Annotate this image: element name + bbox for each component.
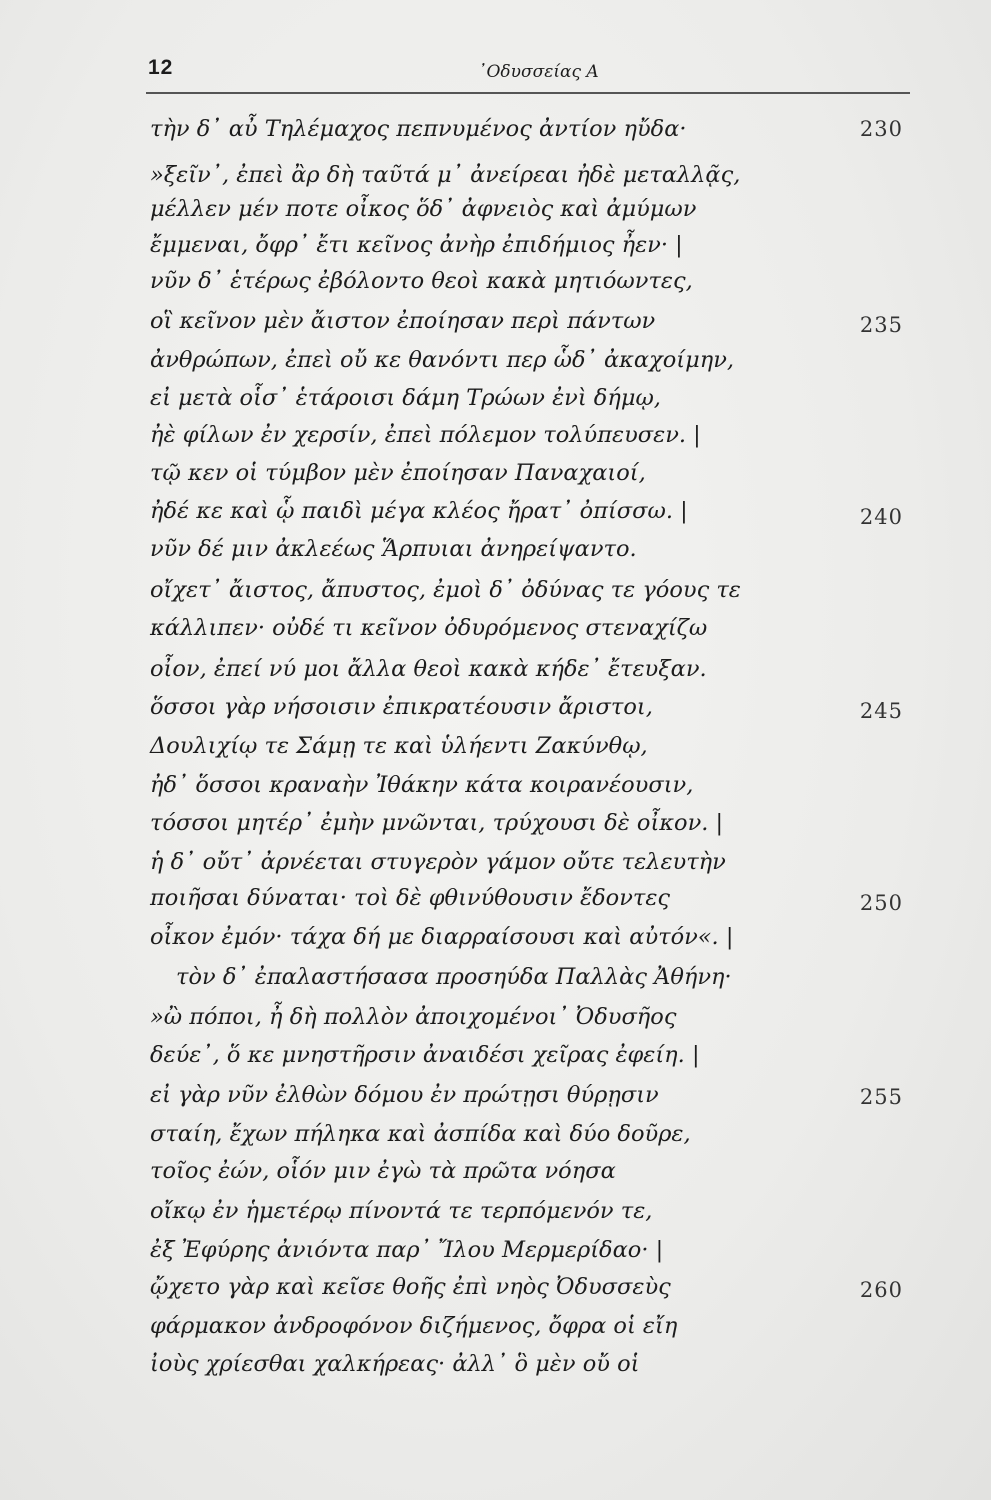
verse-line: οἶον, ἐπεί νύ μοι ἄλλα θεοὶ κακὰ κήδε᾿ ἔτευξαν. — [150, 656, 707, 682]
line-number: 245 — [859, 699, 903, 723]
verse-line: οἴχετ᾿ ἄιστος, ἄπυστος, ἐμοὶ δ᾿ ὀδύνας τε γόους τε — [150, 577, 741, 603]
verse-line: τόσσοι μητέρ᾿ ἐμὴν μνῶνται, τρύχουσι δὲ οἶκον. | — [150, 810, 724, 836]
verse-line: ἠδέ κε καὶ ᾧ παιδὶ μέγα κλέος ἤρατ᾿ ὀπίσσω. | — [150, 498, 688, 524]
line-number: 240 — [859, 505, 903, 529]
verse-line: τῷ κεν οἱ τύμβον μὲν ἐποίησαν Παναχαιοί, — [150, 460, 646, 486]
verse-line: ἐξ Ἐφύρης ἀνιόντα παρ᾿ Ἴλου Μερμερίδαο· | — [150, 1237, 664, 1263]
line-number: 230 — [859, 117, 903, 141]
verse-line: μέλλεν μέν ποτε οἶκος ὅδ᾿ ἀφνειὸς καὶ ἀμύμων — [150, 196, 697, 222]
page-number: 12 — [148, 56, 174, 79]
verse-line: »ὢ πόποι, ἦ δὴ πολλὸν ἀποιχομένοι᾿ Ὀδυσῆος — [150, 1004, 677, 1030]
verse-line: δεύε᾿, ὅ κε μνηστῆρσιν ἀναιδέσι χεῖρας ἐφείη. | — [150, 1042, 700, 1068]
verse-line: ἀνθρώπων, ἐπεὶ οὔ κε θανόντι περ ὧδ᾿ ἀκαχοίμην, — [150, 347, 735, 373]
verse-line: κάλλιπεν· οὐδέ τι κεῖνον ὀδυρόμενος στεναχίζω — [150, 615, 708, 641]
verse-line: φάρμακον ἀνδροφόνον διζήμενος, ὄφρα οἱ εἴη — [150, 1313, 678, 1339]
verse-line: ἰοὺς χρίεσθαι χαλκήρεας· ἀλλ᾿ ὃ μὲν οὔ οἱ — [150, 1351, 640, 1377]
verse-line: ἠὲ φίλων ἐν χερσίν, ἐπεὶ πόλεμον τολύπευσεν. | — [150, 422, 701, 448]
verse-line: ἡ δ᾿ οὔτ᾿ ἀρνέεται στυγερὸν γάμον οὔτε τελευτὴν — [150, 849, 726, 875]
verse-line: ποιῆσαι δύναται· τοὶ δὲ φθινύθουσιν ἔδοντες — [150, 885, 670, 911]
line-number: 255 — [859, 1085, 903, 1109]
verse-line: τοῖος ἐών, οἷόν μιν ἐγὼ τὰ πρῶτα νόησα — [150, 1158, 616, 1184]
verse-line: ἠδ᾿ ὅσσοι κραναὴν Ἰθάκην κάτα κοιρανέουσιν, — [150, 772, 694, 798]
verse-line: ὅσσοι γὰρ νήσοισιν ἐπικρατέουσιν ἄριστοι, — [150, 694, 653, 720]
line-number: 235 — [859, 313, 903, 337]
running-head: ᾿Οδυσσείας Α — [478, 62, 599, 82]
header-rule — [146, 92, 910, 94]
verse-line: »ξεῖν᾿, ἐπεὶ ἂρ δὴ ταῦτά μ᾿ ἀνείρεαι ἠδὲ μεταλλᾷς, — [150, 162, 741, 188]
verse-line: ἔμμεναι, ὄφρ᾿ ἔτι κεῖνος ἀνὴρ ἐπιδήμιος ἦεν· | — [150, 232, 683, 258]
verse-line: εἰ γὰρ νῦν ἐλθὼν δόμου ἐν πρώτῃσι θύρῃσιν — [150, 1082, 659, 1108]
verse-line: ᾤχετο γὰρ καὶ κεῖσε θοῆς ἐπὶ νηὸς Ὀδυσσεὺς — [150, 1274, 671, 1300]
verse-line: οἴκῳ ἐν ἡμετέρῳ πίνοντά τε τερπόμενόν τε, — [150, 1198, 653, 1224]
verse-line: νῦν δέ μιν ἀκλεέως Ἅρπυιαι ἀνηρείψαντο. — [150, 536, 637, 562]
verse-line: τὴν δ᾿ αὖ Τηλέμαχος πεπνυμένος ἀντίον ηὔδα· — [150, 116, 687, 142]
verse-line: σταίη, ἔχων πήληκα καὶ ἀσπίδα καὶ δύο δοῦρε, — [150, 1121, 691, 1147]
verse-line: τὸν δ᾿ ἐπαλαστήσασα προσηύδα Παλλὰς Ἀθήνη· — [176, 964, 732, 990]
line-number: 250 — [859, 891, 903, 915]
verse-line: Δουλιχίῳ τε Σάμῃ τε καὶ ὑλήεντι Ζακύνθῳ, — [150, 733, 648, 759]
verse-line: νῦν δ᾿ ἑτέρως ἐβόλοντο θεοὶ κακὰ μητιόωντες, — [150, 268, 693, 294]
verse-line: οἶκον ἐμόν· τάχα δή με διαρραίσουσι καὶ αὐτόν«. | — [150, 924, 734, 950]
verse-line: οἳ κεῖνον μὲν ἄιστον ἐποίησαν περὶ πάντων — [150, 308, 656, 334]
line-number: 260 — [859, 1278, 903, 1302]
verse-line: εἰ μετὰ οἷσ᾿ ἑτάροισι δάμη Τρώων ἐνὶ δήμῳ, — [150, 385, 661, 411]
